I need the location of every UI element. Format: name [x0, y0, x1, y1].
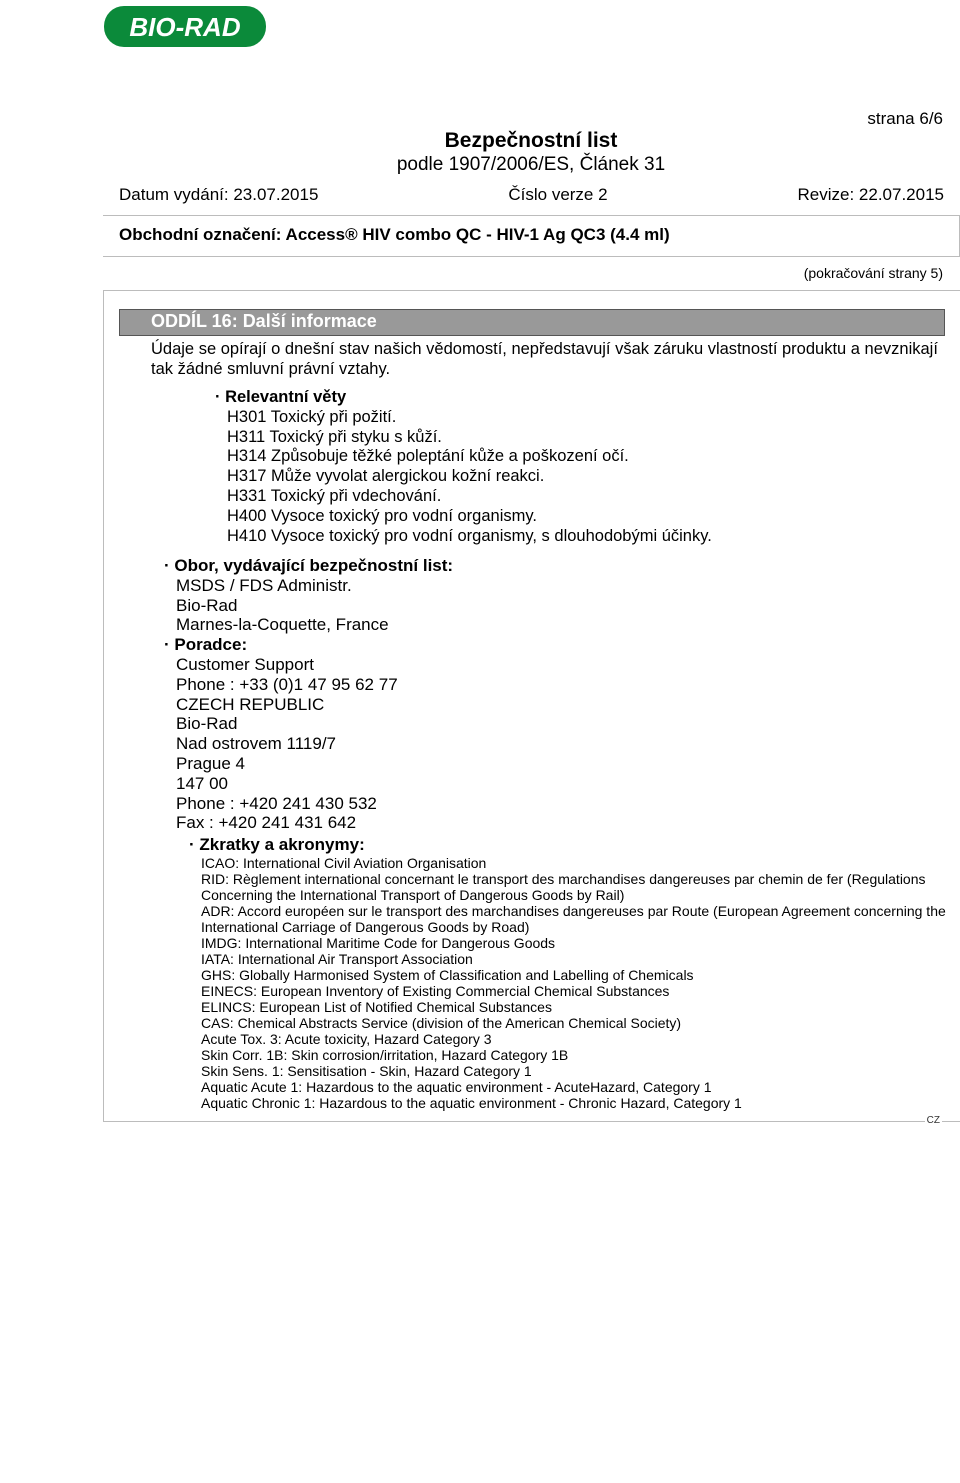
list-item: Acute Tox. 3: Acute toxicity, Hazard Category 3 [201, 1031, 492, 1047]
list-item: Fax : +420 241 431 642 [176, 813, 357, 833]
list-item: Phone : +420 241 430 532 [176, 793, 377, 813]
abbreviations-block [189, 835, 949, 1111]
list-item: H400 Vysoce toxický pro vodní organismy. [227, 506, 537, 525]
section-title: ODDÍL 16: Další informace [151, 311, 377, 331]
issuer-lines [164, 576, 453, 635]
document-subtitle: podle 1907/2006/ES, Článek 31 [396, 154, 666, 175]
relevant-list [215, 408, 712, 547]
list-item: Nad ostrovem 1119/7 [176, 734, 337, 754]
abbreviations-heading: · Zkratky a akronymy: [189, 835, 365, 854]
list-item: H410 Vysoce toxický pro vodní organismy, s dlouhodobými účinky. [227, 526, 712, 545]
list-item: H311 Toxický při styku s kůží. [227, 427, 442, 446]
section-intro: Údaje se opírají o dnešní stav našich vědomostí, nepředstavují však záruku vlastností produktu a nevznikají tak žádné smluvní právní vztahy. [151, 340, 938, 378]
list-item: ICAO: International Civil Aviation Organisation [201, 855, 487, 871]
continued-note: (pokračování strany 5) [803, 265, 943, 281]
page-number: strana 6/6 [867, 109, 943, 128]
issuer-heading: · Obor, vydávající bezpečnostní list: [164, 556, 454, 575]
advisor-heading: · Poradce: [164, 635, 248, 655]
country-code: CZ [926, 1115, 940, 1126]
list-item: Phone : +33 (0)1 47 95 62 77 [176, 674, 398, 694]
list-item: Aquatic Acute 1: Hazardous to the aquatic environment - AcuteHazard, Category 1 [201, 1079, 712, 1095]
list-item: ADR: Accord européen sur le transport des marchandises dangereuses par Route (European Agreement concerning the International Carriage of Dangerous Goods by Road) [201, 903, 946, 935]
list-item: H317 Může vyvolat alergickou kožní reakci. [227, 467, 545, 486]
bio-rad-logo [103, 5, 267, 48]
list-item: Skin Sens. 1: Sensitisation - Skin, Hazard Category 1 [201, 1063, 532, 1079]
abbreviations-list [189, 855, 949, 1111]
list-item: Bio-Rad [176, 595, 238, 615]
list-item: H301 Toxický při požití. [227, 407, 397, 426]
trade-name: Obchodní označení: Access® HIV combo QC - HIV-1 Ag QC3 (4.4 ml) [119, 225, 670, 244]
list-item: IATA: International Air Transport Association [201, 951, 473, 967]
revision-date: Revize: 22.07.2015 [797, 185, 944, 204]
list-item: EINECS: European Inventory of Existing Commercial Chemical Substances [201, 983, 670, 999]
list-item: MSDS / FDS Administr. [176, 575, 352, 595]
list-item: Aquatic Chronic 1: Hazardous to the aquatic environment - Chronic Hazard, Category 1 [201, 1095, 742, 1111]
list-item: CAS: Chemical Abstracts Service (division of the American Chemical Society) [201, 1015, 682, 1031]
list-item: ELINCS: European List of Notified Chemical Substances [201, 999, 552, 1015]
version-number: Číslo verze 2 [508, 185, 608, 204]
document-title: Bezpečnostní list [444, 129, 618, 152]
list-item: H331 Toxický při vdechování. [227, 486, 442, 505]
list-item: IMDG: International Maritime Code for Dangerous Goods [201, 935, 556, 951]
list-item: H314 Způsobuje těžké poleptání kůže a poškození očí. [227, 447, 629, 466]
list-item: Skin Corr. 1B: Skin corrosion/irritation, Hazard Category 1B [201, 1047, 569, 1063]
relevant-heading: · Relevantní věty [215, 388, 347, 406]
issue-date: Datum vydání: 23.07.2015 [119, 185, 319, 204]
list-item: GHS: Globally Harmonised System of Classification and Labelling of Chemicals [201, 967, 694, 983]
list-item: Customer Support [176, 654, 314, 674]
contact-block [164, 556, 453, 833]
relevant-phrases [215, 388, 712, 546]
list-item: 147 00 [176, 773, 228, 793]
list-item: Prague 4 [176, 753, 245, 773]
document-meta-row [119, 185, 944, 205]
list-item: Marnes-la-Coquette, France [176, 615, 389, 635]
advisor-lines [164, 655, 453, 833]
list-item: RID: Règlement international concernant le transport des marchandises dangereuses par chemin de fer (Regulations Concerning the International Transport of Dangerous Goods by Rail) [201, 871, 926, 903]
logo-text: BIO-RAD [129, 12, 241, 42]
list-item: CZECH REPUBLIC [176, 694, 325, 714]
list-item: Bio-Rad [176, 714, 238, 734]
